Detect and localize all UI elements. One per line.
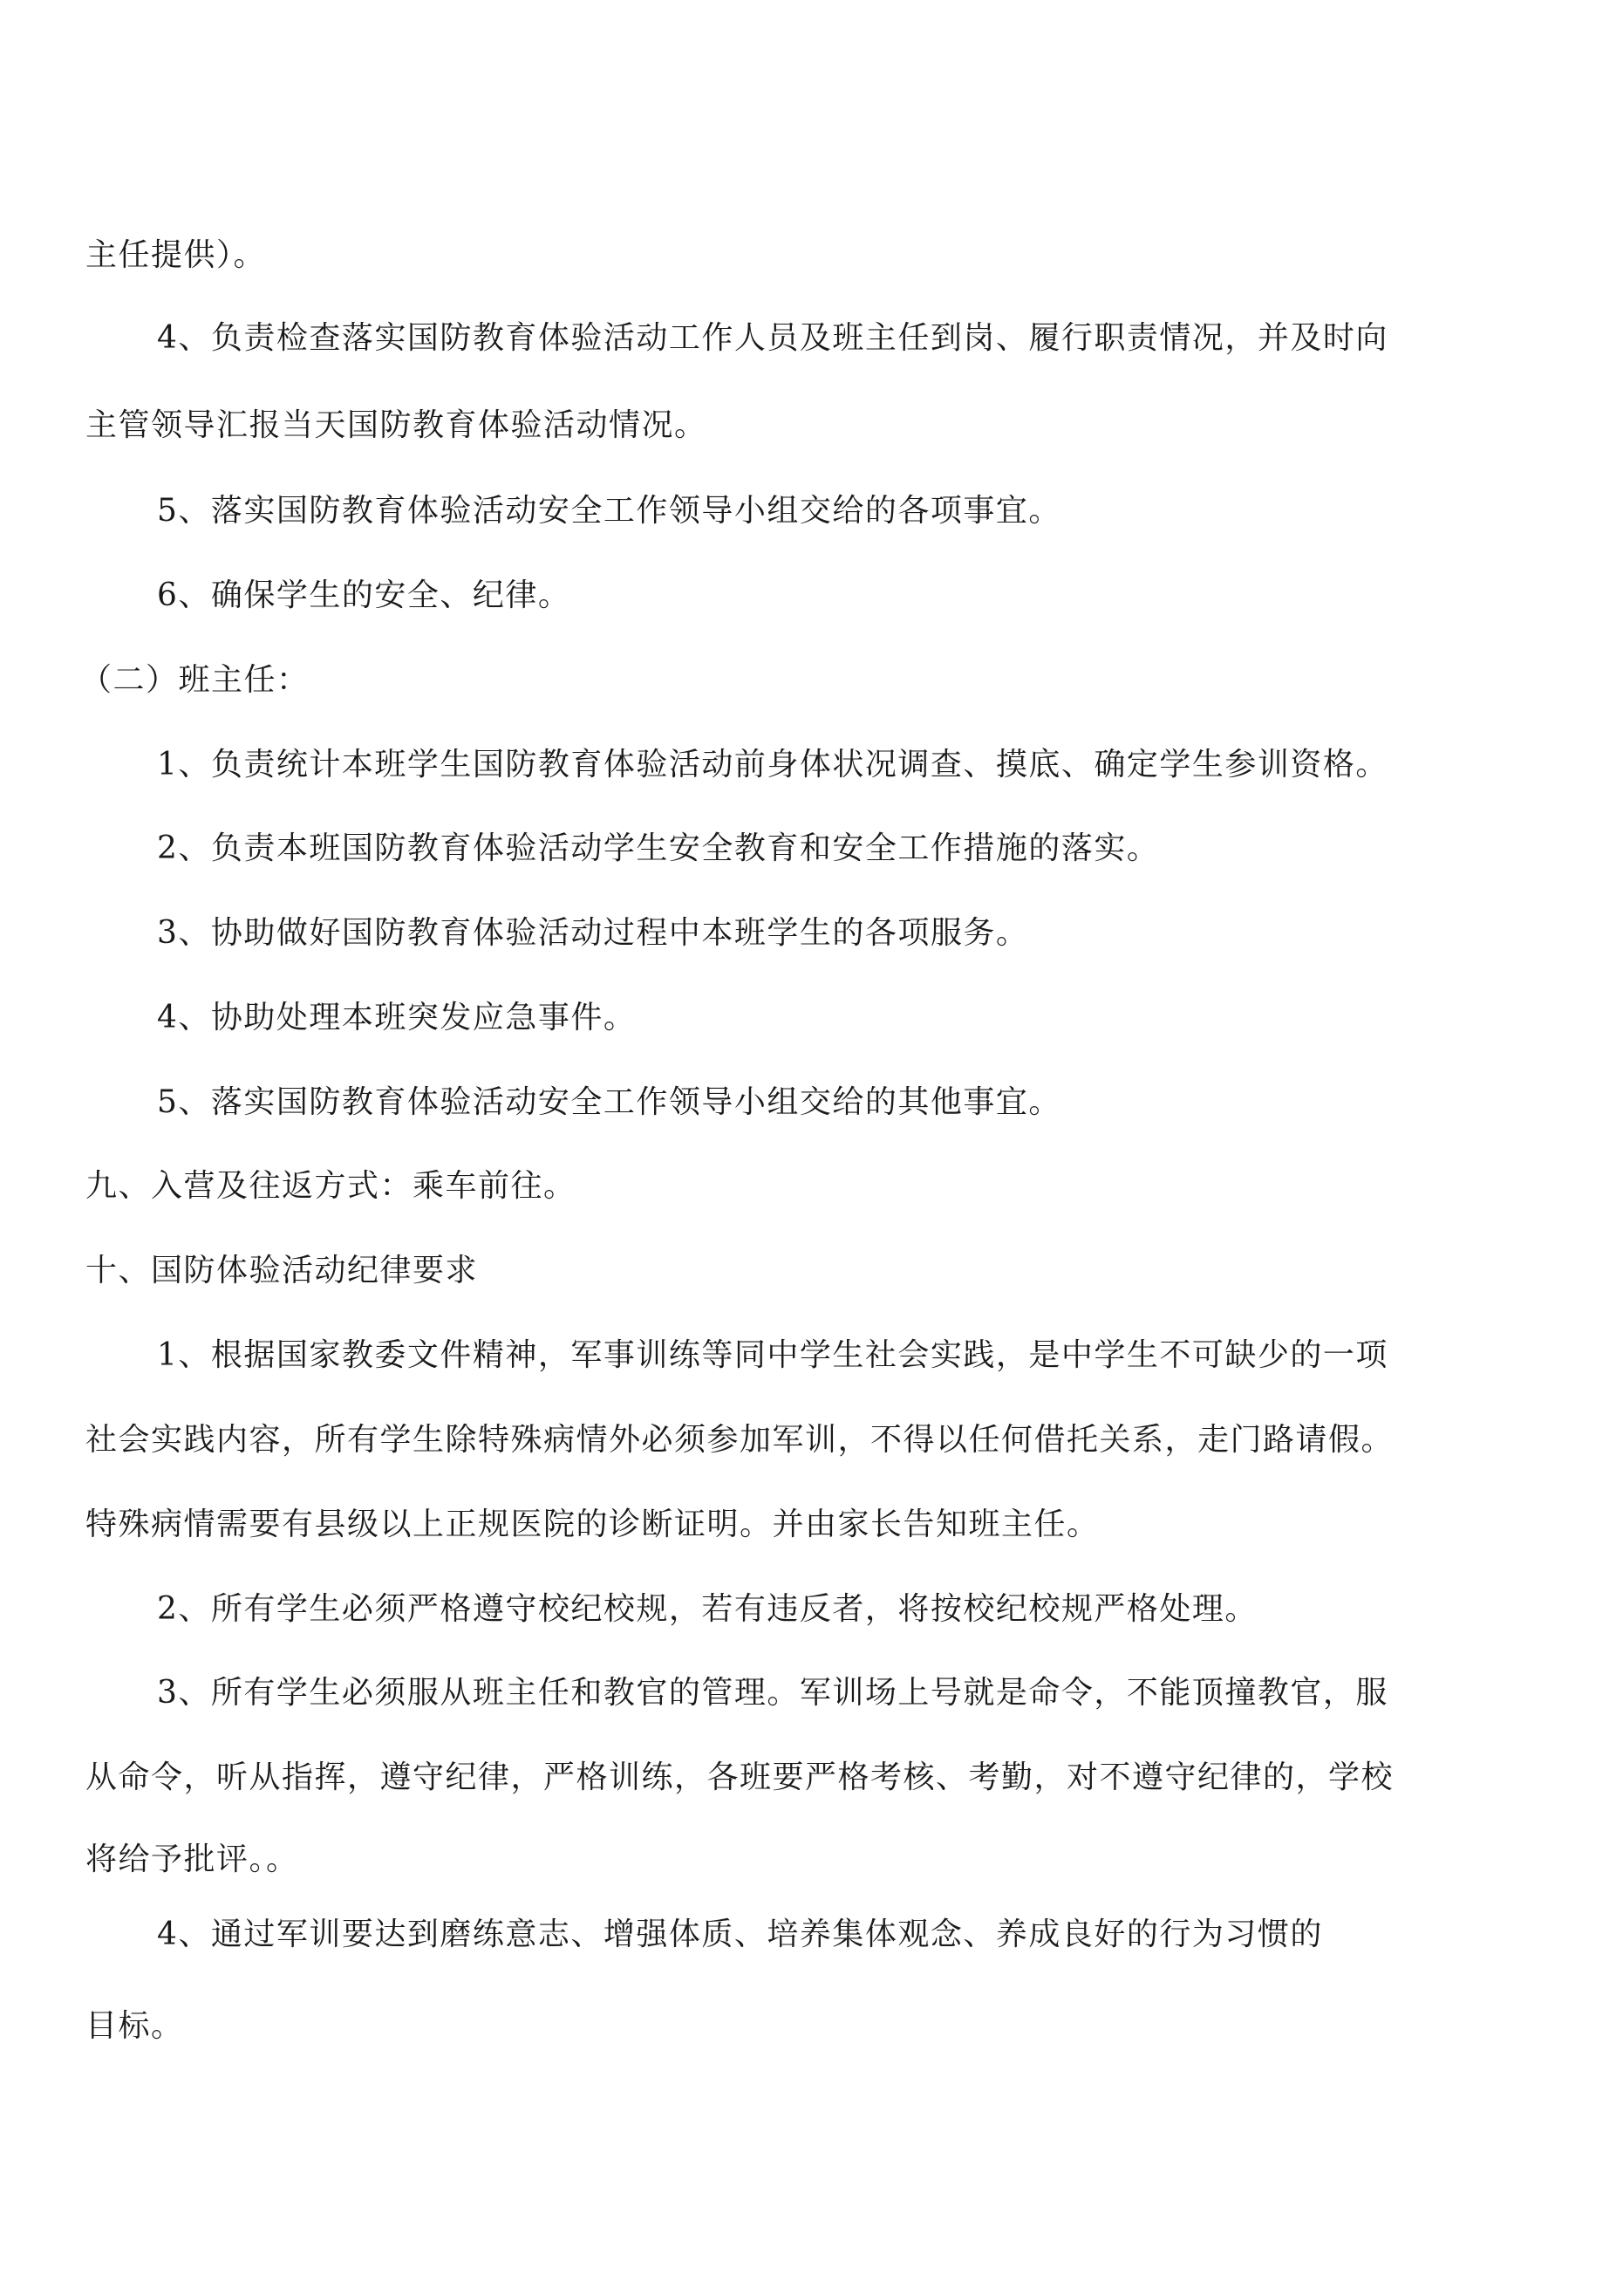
text-line-9: 3、协助做好国防教育体验活动过程中本班学生的各项服务。: [157, 915, 1029, 951]
section-heading-ten: 十、国防体验活动纪律要求: [85, 1253, 479, 1288]
text-line-7: 1、负责统计本班学生国防教育体验活动前身体状况调查、摸底、确定学生参训资格。: [157, 747, 1388, 782]
text-line-4: 5、落实国防教育体验活动安全工作领导小组交给的各项事宜。: [157, 493, 1061, 529]
text-line-16: 特殊病情需要有县级以上正规医院的诊断证明。并由家长告知班主任。: [85, 1507, 1100, 1542]
text-line-14: 1、根据国家教委文件精神，军事训练等同中学生社会实践，是中学生不可缺少的一项: [157, 1337, 1388, 1373]
text-line-22: 目标。: [85, 2008, 184, 2044]
section-heading-class-teacher: （二）班主任：: [80, 662, 310, 698]
text-line-19: 从命令，听从指挥，遵守纪律，严格训练，各班要严格考核、考勤，对不遵守纪律的，学校: [85, 1760, 1395, 1795]
text-line-1: 主任提供）。: [85, 237, 267, 273]
text-line-2: 4、负责检查落实国防教育体验活动工作人员及班主任到岗、履行职责情况，并及时向: [157, 320, 1388, 356]
text-line-18: 3、所有学生必须服从班主任和教官的管理。军训场上号就是命令，不能顶撞教官，服: [157, 1675, 1388, 1711]
text-line-3: 主管领导汇报当天国防教育体验活动情况。: [85, 407, 707, 443]
text-line-8: 2、负责本班国防教育体验活动学生安全教育和安全工作措施的落实。: [157, 830, 1160, 866]
text-line-11: 5、落实国防教育体验活动安全工作领导小组交给的其他事宜。: [157, 1084, 1061, 1120]
text-line-15: 社会实践内容，所有学生除特殊病情外必须参加军训，不得以任何借托关系，走门路请假。: [85, 1422, 1395, 1458]
text-line-20: 将给予批评。。: [85, 1842, 299, 1877]
text-line-10: 4、协助处理本班突发应急事件。: [157, 1000, 637, 1035]
section-heading-nine: 九、入营及往返方式：乘车前往。: [85, 1168, 576, 1204]
text-line-21: 4、通过军训要达到磨练意志、增强体质、培养集体观念、养成良好的行为习惯的: [157, 1917, 1323, 1952]
text-line-5: 6、确保学生的安全、纪律。: [157, 577, 571, 613]
text-line-17: 2、所有学生必须严格遵守校纪校规，若有违反者，将按校纪校规严格处理。: [157, 1591, 1258, 1627]
